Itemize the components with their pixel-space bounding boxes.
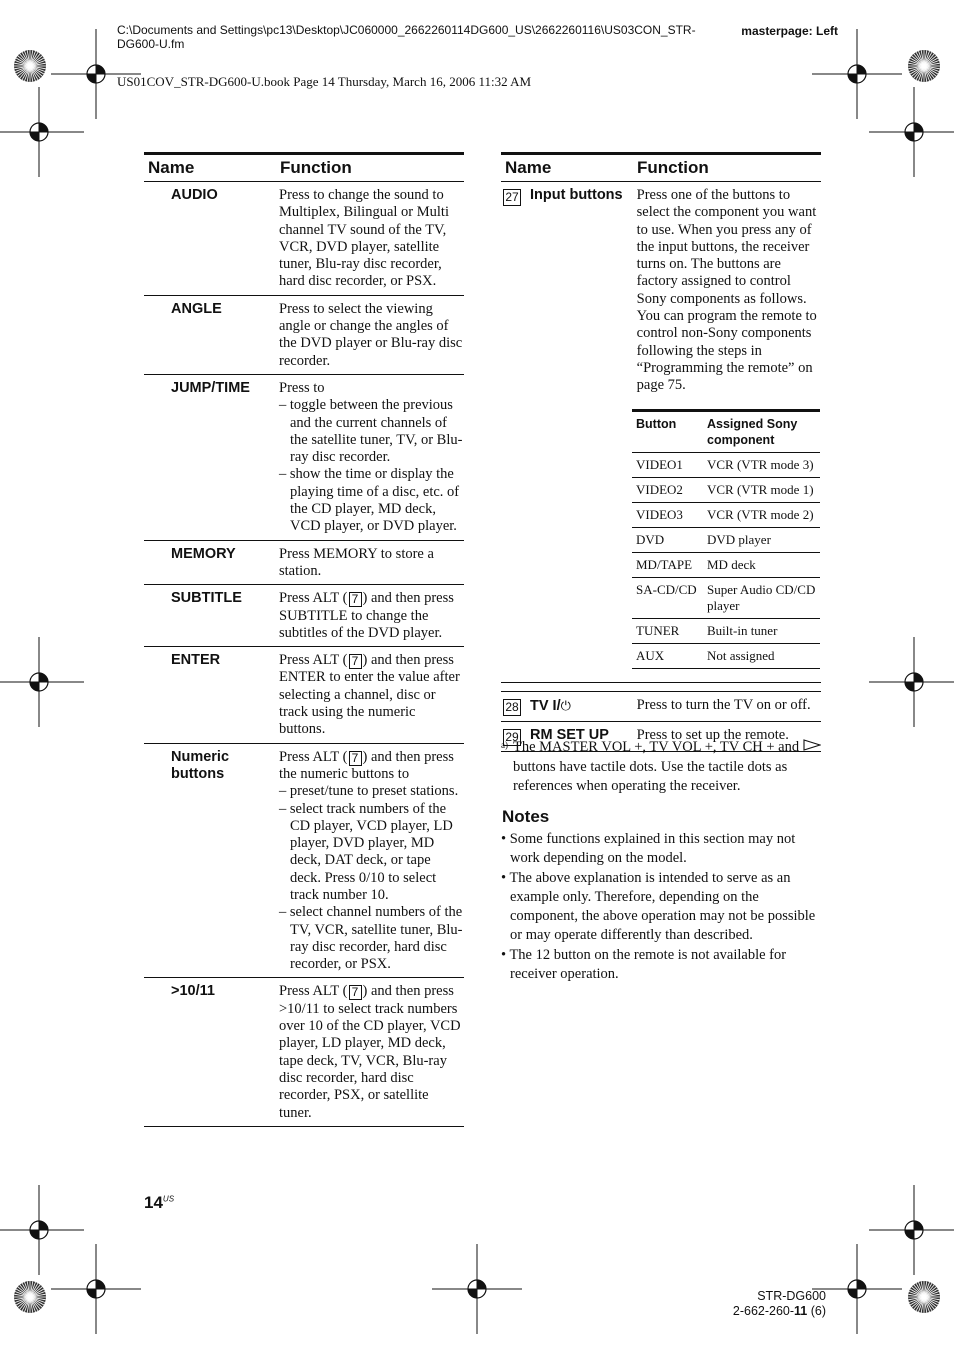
key-7-icon: 7 — [349, 751, 362, 766]
text-post: ) and then press >10/11 to select track numbers over 10 of the CD player, VCD player, LD player, MD deck, tape deck, TV, VCR, Blu-ray disc recorder, hard disc recorder, PSX, or satellite tuner. — [279, 983, 461, 1121]
row-function — [279, 652, 464, 738]
table-row — [144, 744, 464, 979]
note-item: • The above explanation is intended to serve as an example only. Therefore, depending on the component, the above operation may not be possible or may operate differently than described. — [501, 869, 816, 944]
item-description: Press to turn the TV on or off. — [636, 696, 811, 713]
row-text — [279, 749, 464, 784]
sub-table-row — [632, 553, 820, 578]
right-function-table — [501, 152, 821, 752]
crosshair-icon — [0, 1185, 84, 1275]
row-function — [279, 983, 464, 1121]
bullet-item: – select channel numbers of the TV, VCR, satellite tuner, Blu-ray disc recorder, hard disc recorder, or PSX. — [279, 904, 463, 973]
bullet-item: – select track numbers of the CD player, VCD player, LD player, DVD player, MD deck, DAT deck, or tape deck. Press 0/10 to select track number 10. — [279, 800, 453, 903]
button-cell: SA-CD/CD — [636, 581, 697, 597]
crosshair-icon — [869, 1185, 954, 1275]
table-row — [144, 978, 464, 1126]
button-cell: TUNER — [636, 622, 680, 638]
key-7-icon: 7 — [349, 654, 362, 669]
text-post: ) and then press the numeric buttons to — [279, 748, 454, 782]
sub-table-row — [632, 478, 820, 503]
key-7-icon: 7 — [349, 985, 362, 1000]
item-name: TV I/⏻ — [530, 697, 571, 714]
item-name: RM SET UP — [530, 726, 609, 743]
sub-table-row — [632, 578, 820, 619]
text-pre: Press ALT ( — [279, 652, 348, 669]
crosshair-icon — [0, 87, 84, 177]
row-bullets — [279, 783, 464, 973]
row-function — [279, 301, 464, 370]
footnote-text: The MASTER VOL +, TV VOL +, TV CH + and buttons have tactile dots. Use the tactile dots as references when operating the receiver. — [501, 738, 823, 797]
col-function-header: Function — [280, 158, 352, 177]
row-text — [279, 983, 464, 1121]
col-name-header: Name — [148, 158, 195, 177]
table-row-tv-power — [501, 691, 821, 722]
sub-table-row — [632, 528, 820, 553]
file-path: C:\Documents and Settings\pc13\Desktop\JC060000_2662260114DG600_US\2662260116\US03CON_STR-DG600-U.fm — [117, 23, 696, 51]
page-suffix: US — [162, 1194, 175, 1204]
item-number: 27 — [503, 189, 521, 206]
left-function-table — [144, 152, 464, 1127]
notes-list — [501, 830, 823, 984]
sub-table-row — [632, 644, 820, 669]
col-assigned-header: Assigned Sony component — [707, 416, 798, 447]
table-row — [144, 182, 464, 296]
crosshair-icon — [432, 1244, 522, 1334]
item-description: Press one of the buttons to select the component you want to use. When you press any of the input buttons, the receiver turns on. The buttons are factory assigned to control Sony components as follows. You can program the remote to control non-Sony components following the steps in “Programming the remote” on page 75. — [636, 187, 817, 394]
page-number: $14^{US}$ — [144, 1193, 175, 1212]
sub-table-row — [632, 453, 820, 478]
item-name: Input buttons — [530, 187, 623, 203]
row-text: Press to select the viewing angle or change the angles of the DVD player or Blu-ray disc recorder. — [279, 300, 463, 369]
text-pre: Press ALT ( — [279, 748, 348, 765]
row-text: Press MEMORY to store a station. — [279, 545, 434, 579]
sub-table-row — [632, 503, 820, 528]
item-number: 28 — [503, 699, 521, 716]
left-table-header — [144, 152, 464, 182]
row-name: ENTER — [171, 652, 221, 669]
bullet-item: – preset/tune to preset stations. — [279, 783, 459, 800]
assigned-cell: Not assigned — [707, 647, 775, 663]
button-cell: MD/TAPE — [636, 556, 693, 572]
row-text — [279, 652, 464, 738]
row-function — [279, 187, 464, 291]
row-name: JUMP/TIME — [171, 379, 250, 396]
bullet-item: – show the time or display the playing time of a disc, etc. of the CD player, MD deck, VCD player, or DVD player. — [279, 466, 460, 535]
assigned-component-table — [632, 409, 820, 669]
row-text: Press to — [279, 379, 325, 396]
note-item: • Some functions explained in this section may not work depending on the model. — [501, 831, 796, 867]
crosshair-icon — [0, 637, 84, 727]
play-triangle-icon — [803, 739, 821, 751]
table-row-input-buttons — [501, 182, 821, 683]
notes-heading: Notes — [502, 807, 550, 826]
row-function — [279, 590, 464, 642]
assigned-cell: VCR (VTR mode 3) — [707, 456, 814, 472]
row-name: >10/11 — [171, 983, 215, 1000]
row-text — [279, 590, 464, 642]
row-bullets — [279, 397, 464, 535]
crosshair-icon — [869, 637, 954, 727]
table-row — [144, 296, 464, 375]
text-pre: Press ALT ( — [279, 983, 348, 1000]
button-cell: VIDEO3 — [636, 506, 683, 522]
table-row — [144, 541, 464, 586]
row-name: SUBTITLE — [171, 590, 242, 607]
table-row — [144, 647, 464, 743]
col-name-header: Name — [505, 158, 552, 177]
footnote-marker: a) — [501, 740, 508, 750]
right-table-header — [501, 152, 821, 182]
book-info: US01COV_STR-DG600-U.book Page 14 Thursday, March 16, 2006 11:32 AM — [117, 74, 532, 89]
row-name: MEMORY — [171, 545, 236, 562]
sub-table-row — [632, 619, 820, 644]
masterpage-label: masterpage: Left — [741, 24, 838, 38]
assigned-cell: Super Audio CD/CD player — [707, 581, 816, 613]
text-pre: Press ALT ( — [279, 590, 348, 607]
item-description: Press to set up the remote. — [636, 726, 789, 743]
button-cell: DVD — [636, 531, 665, 547]
row-name: ANGLE — [171, 300, 222, 317]
bullet-item: – toggle between the previous and the current channels of the satellite tuner, TV, or Blu-ray disc recorder. — [279, 397, 463, 466]
row-name: Numeric buttons — [171, 748, 230, 782]
note-item: • The 12 button on the remote is not available for receiver operation. — [501, 946, 787, 983]
button-cell: VIDEO1 — [636, 456, 683, 472]
assigned-cell: MD deck — [707, 556, 756, 572]
row-text: Press to change the sound to Multiplex, Bilingual or Multi channel TV sound of the TV, VCR, DVD player, satellite tuner, Blu-ray disc recorder, hard disc recorder, or PSX. — [279, 187, 449, 290]
row-function — [279, 546, 464, 581]
crosshair-icon — [869, 87, 954, 177]
model-info — [733, 1289, 826, 1319]
key-7-icon: 7 — [349, 592, 362, 607]
model-name: STR-DG600 — [757, 1289, 826, 1303]
button-cell: AUX — [636, 647, 665, 663]
assigned-cell: VCR (VTR mode 1) — [707, 481, 814, 497]
assigned-cell: DVD player — [707, 531, 771, 547]
item-number: 29 — [503, 729, 521, 746]
table-row — [144, 375, 464, 541]
col-button-header: Button — [636, 416, 677, 431]
assigned-cell: VCR (VTR mode 2) — [707, 506, 814, 522]
text-post: ) and then press SUBTITLE to change the subtitles of the DVD player. — [279, 590, 454, 641]
text-post: ) and then press ENTER to enter the value after selecting a channel, disc or track using the numeric buttons. — [279, 652, 460, 738]
row-function — [279, 749, 464, 974]
button-cell: VIDEO2 — [636, 481, 683, 497]
sub-table-header — [632, 409, 820, 453]
power-icon: ⏻ — [560, 697, 571, 713]
part-number: 2-662-260-11 (6) — [732, 1304, 826, 1318]
row-function — [279, 380, 464, 536]
footnote — [501, 738, 823, 797]
row-name: AUDIO — [171, 187, 218, 203]
assigned-cell: Built-in tuner — [707, 622, 778, 638]
table-row — [144, 585, 464, 647]
col-function-header: Function — [637, 158, 709, 177]
